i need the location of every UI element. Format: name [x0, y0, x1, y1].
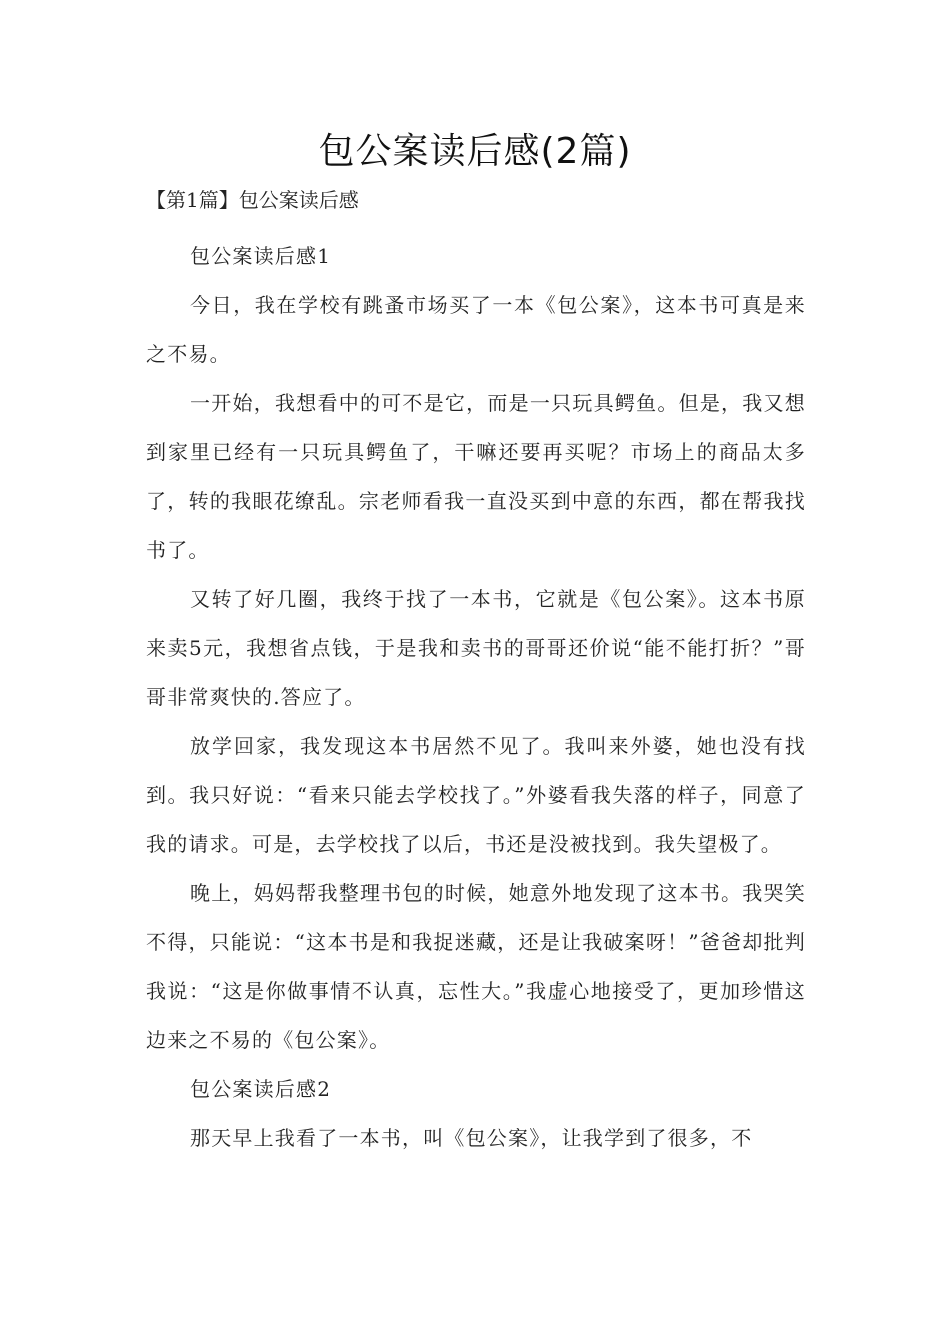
subheading-essay-1: 包公案读后感1 [190, 244, 332, 268]
paragraph: 一开始，我想看中的可不是它，而是一只玩具鳄鱼。但是，我又想到家里已经有一只玩具鳄鱼了，干嘛还要再买呢？市场上的商品太多了，转的我眼花缭乱。宗老师看我一直没买到中意的东西，都在帮我找书了。 [146, 391, 806, 562]
paragraph: 那天早上我看了一本书，叫《包公案》，让我学到了很多，不 [190, 1126, 753, 1150]
document-body [146, 232, 806, 1163]
section-heading: 【第1篇】包公案读后感 [146, 188, 359, 212]
paragraph: 今日，我在学校有跳蚤市场买了一本《包公案》，这本书可真是来之不易。 [146, 293, 806, 366]
paragraph: 放学回家，我发现这本书居然不见了。我叫来外婆，她也没有找到。我只好说：“看来只能去学校找了。”外婆看我失落的样子，同意了我的请求。可是，去学校找了以后，书还是没被找到。我失望极了。 [146, 734, 806, 856]
document-title: 包公案读后感(2篇) [318, 131, 632, 172]
paragraph: 晚上，妈妈帮我整理书包的时候，她意外地发现了这本书。我哭笑不得，只能说：“这本书是和我捉迷藏，还是让我破案呀！”爸爸却批判我说：“这是你做事情不认真，忘性大。”我虚心地接受了，更加珍惜这边来之不易的《包公案》。 [146, 881, 806, 1052]
paragraph: 又转了好几圈，我终于找了一本书，它就是《包公案》。这本书原来卖5元，我想省点钱，于是我和卖书的哥哥还价说“能不能打折？”哥哥非常爽快的.答应了。 [146, 587, 806, 709]
subheading-essay-2: 包公案读后感2 [190, 1077, 332, 1101]
